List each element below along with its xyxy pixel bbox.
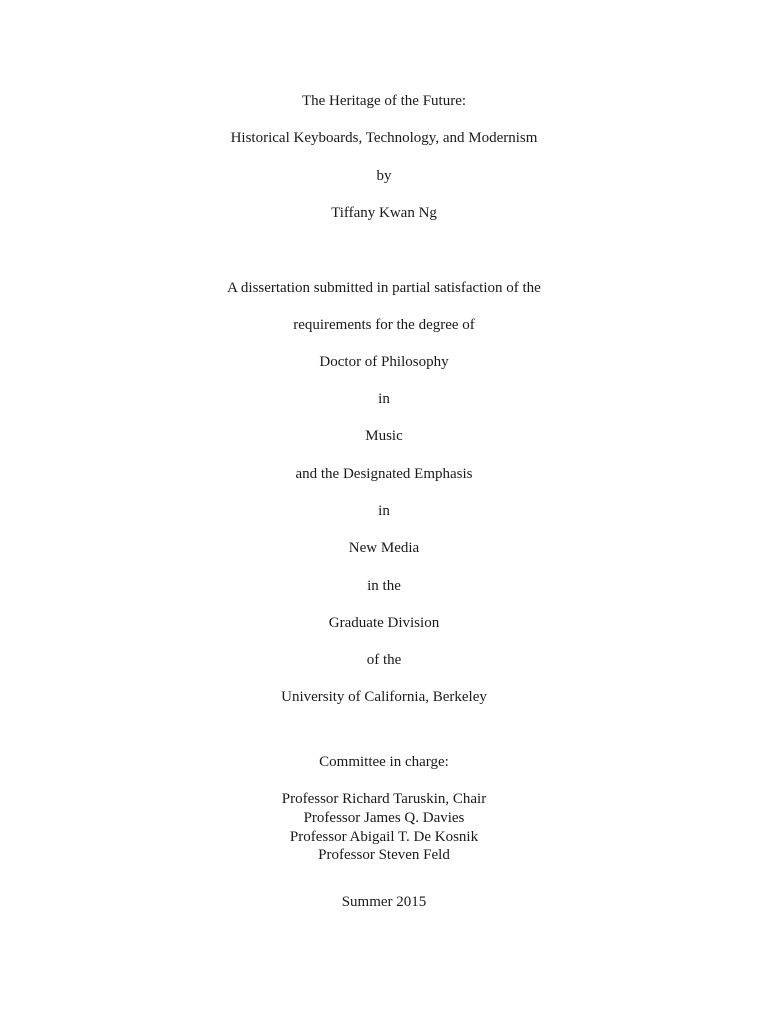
committee-heading: Committee in charge: (319, 754, 449, 770)
statement-line: in (378, 503, 390, 519)
statement-line: Music (365, 428, 403, 444)
committee-member: Professor James Q. Davies (303, 810, 465, 826)
statement-line: requirements for the degree of (293, 317, 475, 333)
statement-line: Graduate Division (328, 615, 440, 631)
submission-date: Summer 2015 (341, 894, 427, 910)
university-line: University of California, Berkeley (281, 689, 487, 705)
dissertation-title: The Heritage of the Future: (301, 93, 467, 109)
statement-line: of the (366, 652, 402, 668)
committee-member: Professor Steven Feld (318, 847, 450, 863)
dissertation-subtitle: Historical Keyboards, Technology, and Modernism (230, 130, 538, 146)
statement-line: A dissertation submitted in partial satisfaction of the (227, 280, 541, 296)
statement-line: in (378, 391, 390, 407)
committee-member: Professor Richard Taruskin, Chair (281, 791, 487, 807)
statement-line: in the (367, 578, 401, 594)
statement-line: Doctor of Philosophy (319, 354, 449, 370)
committee-member: Professor Abigail T. De Kosnik (289, 829, 479, 845)
author-name: Tiffany Kwan Ng (331, 205, 437, 221)
statement-line: New Media (348, 540, 420, 556)
statement-line: and the Designated Emphasis (295, 466, 473, 482)
by-line: by (376, 168, 392, 184)
